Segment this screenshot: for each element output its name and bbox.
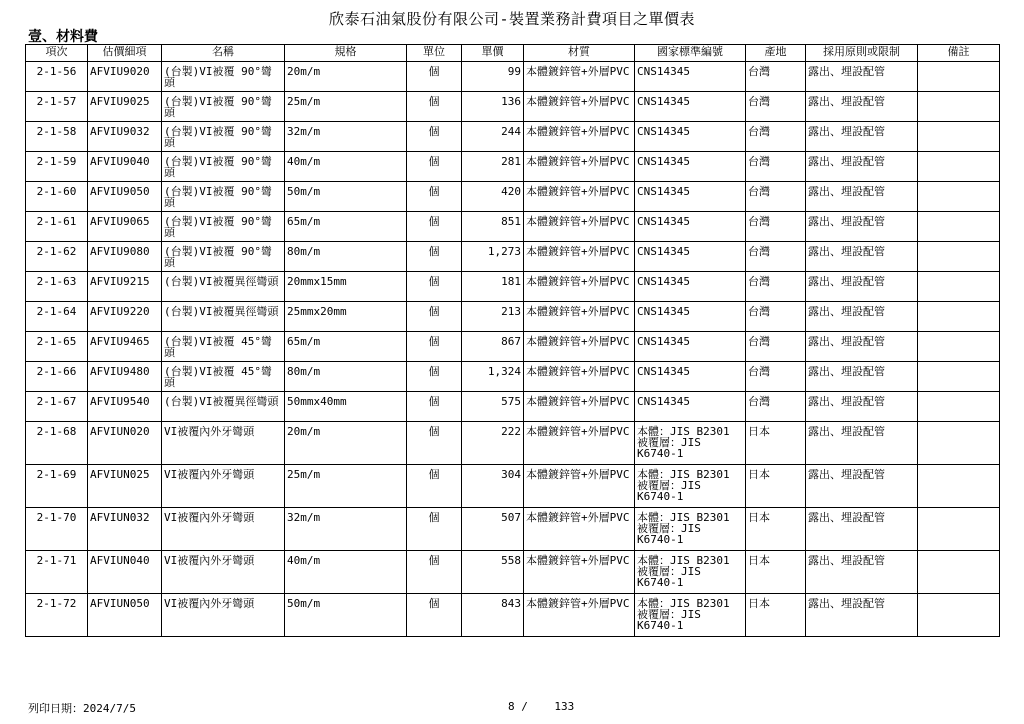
cell-standard [635,272,746,302]
header-standard: 國家標準編號 [635,45,746,62]
header-rule: 採用原則或限制 [806,45,918,62]
standard-line: CNS14345 [637,125,690,138]
standard-line: 被覆層：JIS [637,436,701,449]
standard-line: 本體：JIS B2301 [637,511,730,524]
cell-item-no: 2-1-69 [26,465,88,508]
cell-standard [635,422,746,465]
cell-remark [918,122,1000,152]
cell-item-code: AFVIU9020 [88,62,162,92]
standard-line: K6740-1 [637,533,684,546]
cell-item-code: AFVIU9220 [88,302,162,332]
cell-material: 本體鍍鋅管+外層PVC [524,392,635,422]
cell-origin: 台灣 [746,362,806,392]
standard-line: 被覆層：JIS [637,479,701,492]
cell-spec: 65m/m [285,212,407,242]
cell-name: VI被覆內外牙彎頭 [162,422,285,465]
cell-standard [635,182,746,212]
standard-line: CNS14345 [637,305,690,318]
cell-remark [918,62,1000,92]
cell-unit: 個 [407,122,462,152]
cell-price: 222 [462,422,524,465]
table-row [26,302,1000,332]
cell-remark [918,212,1000,242]
cell-spec: 50m/m [285,182,407,212]
cell-name: (台製)VI被覆 90°彎頭 [162,242,285,272]
standard-line: CNS14345 [637,155,690,168]
table-row [26,551,1000,594]
cell-spec: 65m/m [285,332,407,362]
table-body [26,62,1000,637]
cell-item-no: 2-1-70 [26,508,88,551]
cell-origin: 台灣 [746,62,806,92]
unit-price-table [25,44,1000,637]
cell-unit: 個 [407,465,462,508]
cell-origin: 台灣 [746,332,806,362]
cell-item-code: AFVIU9025 [88,92,162,122]
cell-price: 507 [462,508,524,551]
cell-unit: 個 [407,302,462,332]
cell-origin: 台灣 [746,242,806,272]
cell-spec: 50m/m [285,594,407,637]
table-row [26,362,1000,392]
cell-rule: 露出、埋設配管 [806,422,918,465]
cell-name: (台製)VI被覆異徑彎頭 [162,392,285,422]
cell-name: (台製)VI被覆 90°彎頭 [162,152,285,182]
standard-line: 被覆層：JIS [637,608,701,621]
table-row [26,272,1000,302]
cell-remark [918,465,1000,508]
cell-unit: 個 [407,422,462,465]
header-spec: 規格 [285,45,407,62]
cell-item-no: 2-1-59 [26,152,88,182]
cell-origin: 台灣 [746,302,806,332]
cell-name: (台製)VI被覆 45°彎頭 [162,332,285,362]
cell-origin: 台灣 [746,92,806,122]
cell-standard [635,392,746,422]
cell-rule: 露出、埋設配管 [806,302,918,332]
cell-material: 本體鍍鋅管+外層PVC [524,465,635,508]
cell-unit: 個 [407,594,462,637]
cell-price: 867 [462,332,524,362]
cell-standard [635,594,746,637]
standard-line: 被覆層：JIS [637,522,701,535]
table-row [26,422,1000,465]
cell-rule: 露出、埋設配管 [806,212,918,242]
cell-standard [635,152,746,182]
cell-name: (台製)VI被覆 45°彎頭 [162,362,285,392]
table-row [26,182,1000,212]
cell-remark [918,508,1000,551]
standard-line: CNS14345 [637,335,690,348]
standard-line: K6740-1 [637,576,684,589]
cell-price: 244 [462,122,524,152]
cell-price: 99 [462,62,524,92]
cell-remark [918,551,1000,594]
cell-material: 本體鍍鋅管+外層PVC [524,422,635,465]
cell-spec: 50mmx40mm [285,392,407,422]
table-header-row [26,45,1000,62]
cell-name: (台製)VI被覆異徑彎頭 [162,272,285,302]
cell-spec: 25m/m [285,92,407,122]
cell-standard [635,242,746,272]
cell-spec: 40m/m [285,551,407,594]
cell-rule: 露出、埋設配管 [806,152,918,182]
standard-line: 本體：JIS B2301 [637,597,730,610]
cell-item-code: AFVIU9032 [88,122,162,152]
cell-remark [918,362,1000,392]
cell-standard [635,302,746,332]
cell-unit: 個 [407,242,462,272]
cell-name: (台製)VI被覆 90°彎頭 [162,212,285,242]
cell-item-no: 2-1-62 [26,242,88,272]
cell-origin: 台灣 [746,212,806,242]
cell-material: 本體鍍鋅管+外層PVC [524,62,635,92]
cell-rule: 露出、埋設配管 [806,122,918,152]
header-unit: 單位 [407,45,462,62]
standard-line: 本體：JIS B2301 [637,425,730,438]
cell-material: 本體鍍鋅管+外層PVC [524,272,635,302]
cell-price: 181 [462,272,524,302]
document-title: 欣泰石油氣股份有限公司-裝置業務計費項目之單價表 [328,10,696,28]
cell-item-code: AFVIU9065 [88,212,162,242]
cell-name: (台製)VI被覆 90°彎頭 [162,122,285,152]
standard-line: K6740-1 [637,619,684,632]
table-row [26,242,1000,272]
cell-item-no: 2-1-61 [26,212,88,242]
section-title: 壹、材料費 [28,29,98,45]
cell-origin: 日本 [746,508,806,551]
cell-material: 本體鍍鋅管+外層PVC [524,242,635,272]
cell-spec: 20mmx15mm [285,272,407,302]
cell-price: 281 [462,152,524,182]
cell-item-code: AFVIUN040 [88,551,162,594]
cell-standard [635,332,746,362]
cell-spec: 32m/m [285,122,407,152]
cell-name: (台製)VI被覆異徑彎頭 [162,302,285,332]
table-row [26,465,1000,508]
standard-line: CNS14345 [637,365,690,378]
cell-origin: 日本 [746,465,806,508]
standard-line: CNS14345 [637,245,690,258]
cell-price: 558 [462,551,524,594]
cell-price: 575 [462,392,524,422]
cell-item-no: 2-1-58 [26,122,88,152]
cell-price: 1,273 [462,242,524,272]
cell-item-no: 2-1-57 [26,92,88,122]
cell-rule: 露出、埋設配管 [806,332,918,362]
cell-item-no: 2-1-72 [26,594,88,637]
table-row [26,92,1000,122]
cell-material: 本體鍍鋅管+外層PVC [524,302,635,332]
cell-unit: 個 [407,332,462,362]
standard-line: K6740-1 [637,447,684,460]
cell-spec: 32m/m [285,508,407,551]
page-total: 133 [554,700,575,713]
cell-name: VI被覆內外牙彎頭 [162,508,285,551]
cell-material: 本體鍍鋅管+外層PVC [524,508,635,551]
cell-remark [918,152,1000,182]
cell-item-code: AFVIUN050 [88,594,162,637]
cell-price: 1,324 [462,362,524,392]
cell-standard [635,551,746,594]
cell-name: (台製)VI被覆 90°彎頭 [162,182,285,212]
standard-line: CNS14345 [637,185,690,198]
cell-origin: 日本 [746,551,806,594]
cell-item-code: AFVIU9050 [88,182,162,212]
cell-material: 本體鍍鋅管+外層PVC [524,152,635,182]
cell-item-no: 2-1-71 [26,551,88,594]
cell-name: (台製)VI被覆 90°彎頭 [162,62,285,92]
header-item-no: 項次 [26,45,88,62]
cell-remark [918,272,1000,302]
header-material: 材質 [524,45,635,62]
standard-line: CNS14345 [637,215,690,228]
header-remark: 備註 [918,45,1000,62]
cell-item-no: 2-1-56 [26,62,88,92]
cell-spec: 80m/m [285,242,407,272]
cell-unit: 個 [407,182,462,212]
cell-rule: 露出、埋設配管 [806,594,918,637]
cell-item-code: AFVIU9040 [88,152,162,182]
cell-material: 本體鍍鋅管+外層PVC [524,92,635,122]
cell-rule: 露出、埋設配管 [806,62,918,92]
cell-price: 843 [462,594,524,637]
cell-item-no: 2-1-68 [26,422,88,465]
cell-rule: 露出、埋設配管 [806,465,918,508]
cell-rule: 露出、埋設配管 [806,508,918,551]
header-item-code: 估價細項 [88,45,162,62]
table-row [26,212,1000,242]
cell-item-code: AFVIU9480 [88,362,162,392]
cell-material: 本體鍍鋅管+外層PVC [524,182,635,212]
cell-name: VI被覆內外牙彎頭 [162,594,285,637]
cell-rule: 露出、埋設配管 [806,392,918,422]
standard-line: CNS14345 [637,395,690,408]
cell-origin: 台灣 [746,272,806,302]
cell-name: VI被覆內外牙彎頭 [162,551,285,594]
cell-unit: 個 [407,92,462,122]
cell-spec: 25m/m [285,465,407,508]
table-row [26,332,1000,362]
print-date: 列印日期：2024/7/5 [28,702,136,715]
cell-item-code: AFVIUN025 [88,465,162,508]
cell-standard [635,362,746,392]
cell-material: 本體鍍鋅管+外層PVC [524,551,635,594]
cell-origin: 日本 [746,422,806,465]
cell-remark [918,182,1000,212]
cell-standard [635,465,746,508]
cell-item-no: 2-1-67 [26,392,88,422]
cell-spec: 40m/m [285,152,407,182]
cell-price: 136 [462,92,524,122]
cell-item-no: 2-1-60 [26,182,88,212]
cell-origin: 日本 [746,594,806,637]
cell-material: 本體鍍鋅管+外層PVC [524,122,635,152]
cell-material: 本體鍍鋅管+外層PVC [524,362,635,392]
header-name: 名稱 [162,45,285,62]
table-row [26,122,1000,152]
cell-unit: 個 [407,551,462,594]
cell-unit: 個 [407,272,462,302]
cell-item-no: 2-1-66 [26,362,88,392]
cell-origin: 台灣 [746,182,806,212]
cell-remark [918,242,1000,272]
table-row [26,62,1000,92]
table-row [26,508,1000,551]
cell-standard [635,92,746,122]
cell-spec: 20m/m [285,422,407,465]
standard-line: K6740-1 [637,490,684,503]
standard-line: CNS14345 [637,275,690,288]
cell-unit: 個 [407,62,462,92]
cell-unit: 個 [407,212,462,242]
cell-material: 本體鍍鋅管+外層PVC [524,332,635,362]
cell-name: VI被覆內外牙彎頭 [162,465,285,508]
cell-spec: 25mmx20mm [285,302,407,332]
cell-item-code: AFVIU9215 [88,272,162,302]
cell-remark [918,92,1000,122]
cell-price: 851 [462,212,524,242]
header-origin: 產地 [746,45,806,62]
cell-spec: 80m/m [285,362,407,392]
cell-unit: 個 [407,362,462,392]
cell-remark [918,422,1000,465]
cell-standard [635,122,746,152]
cell-item-code: AFVIU9465 [88,332,162,362]
table-row [26,594,1000,637]
cell-rule: 露出、埋設配管 [806,362,918,392]
cell-unit: 個 [407,392,462,422]
standard-line: 本體：JIS B2301 [637,554,730,567]
cell-price: 304 [462,465,524,508]
cell-item-no: 2-1-65 [26,332,88,362]
cell-price: 213 [462,302,524,332]
cell-remark [918,302,1000,332]
cell-remark [918,594,1000,637]
standard-line: CNS14345 [637,65,690,78]
cell-remark [918,332,1000,362]
cell-item-code: AFVIU9080 [88,242,162,272]
cell-item-no: 2-1-63 [26,272,88,302]
cell-remark [918,392,1000,422]
standard-line: CNS14345 [637,95,690,108]
cell-rule: 露出、埋設配管 [806,551,918,594]
cell-standard [635,508,746,551]
cell-rule: 露出、埋設配管 [806,242,918,272]
cell-unit: 個 [407,152,462,182]
page-current: 8 / [508,700,528,713]
table-row [26,392,1000,422]
cell-standard [635,212,746,242]
cell-item-code: AFVIUN032 [88,508,162,551]
cell-price: 420 [462,182,524,212]
cell-item-no: 2-1-64 [26,302,88,332]
cell-rule: 露出、埋設配管 [806,272,918,302]
cell-origin: 台灣 [746,152,806,182]
page-number [508,700,574,713]
cell-rule: 露出、埋設配管 [806,182,918,212]
cell-unit: 個 [407,508,462,551]
cell-spec: 20m/m [285,62,407,92]
cell-item-code: AFVIU9540 [88,392,162,422]
cell-material: 本體鍍鋅管+外層PVC [524,594,635,637]
table-row [26,152,1000,182]
cell-origin: 台灣 [746,392,806,422]
standard-line: 被覆層：JIS [637,565,701,578]
cell-name: (台製)VI被覆 90°彎頭 [162,92,285,122]
header-price: 單價 [462,45,524,62]
cell-material: 本體鍍鋅管+外層PVC [524,212,635,242]
cell-standard [635,62,746,92]
cell-origin: 台灣 [746,122,806,152]
cell-item-code: AFVIUN020 [88,422,162,465]
cell-rule: 露出、埋設配管 [806,92,918,122]
standard-line: 本體：JIS B2301 [637,468,730,481]
